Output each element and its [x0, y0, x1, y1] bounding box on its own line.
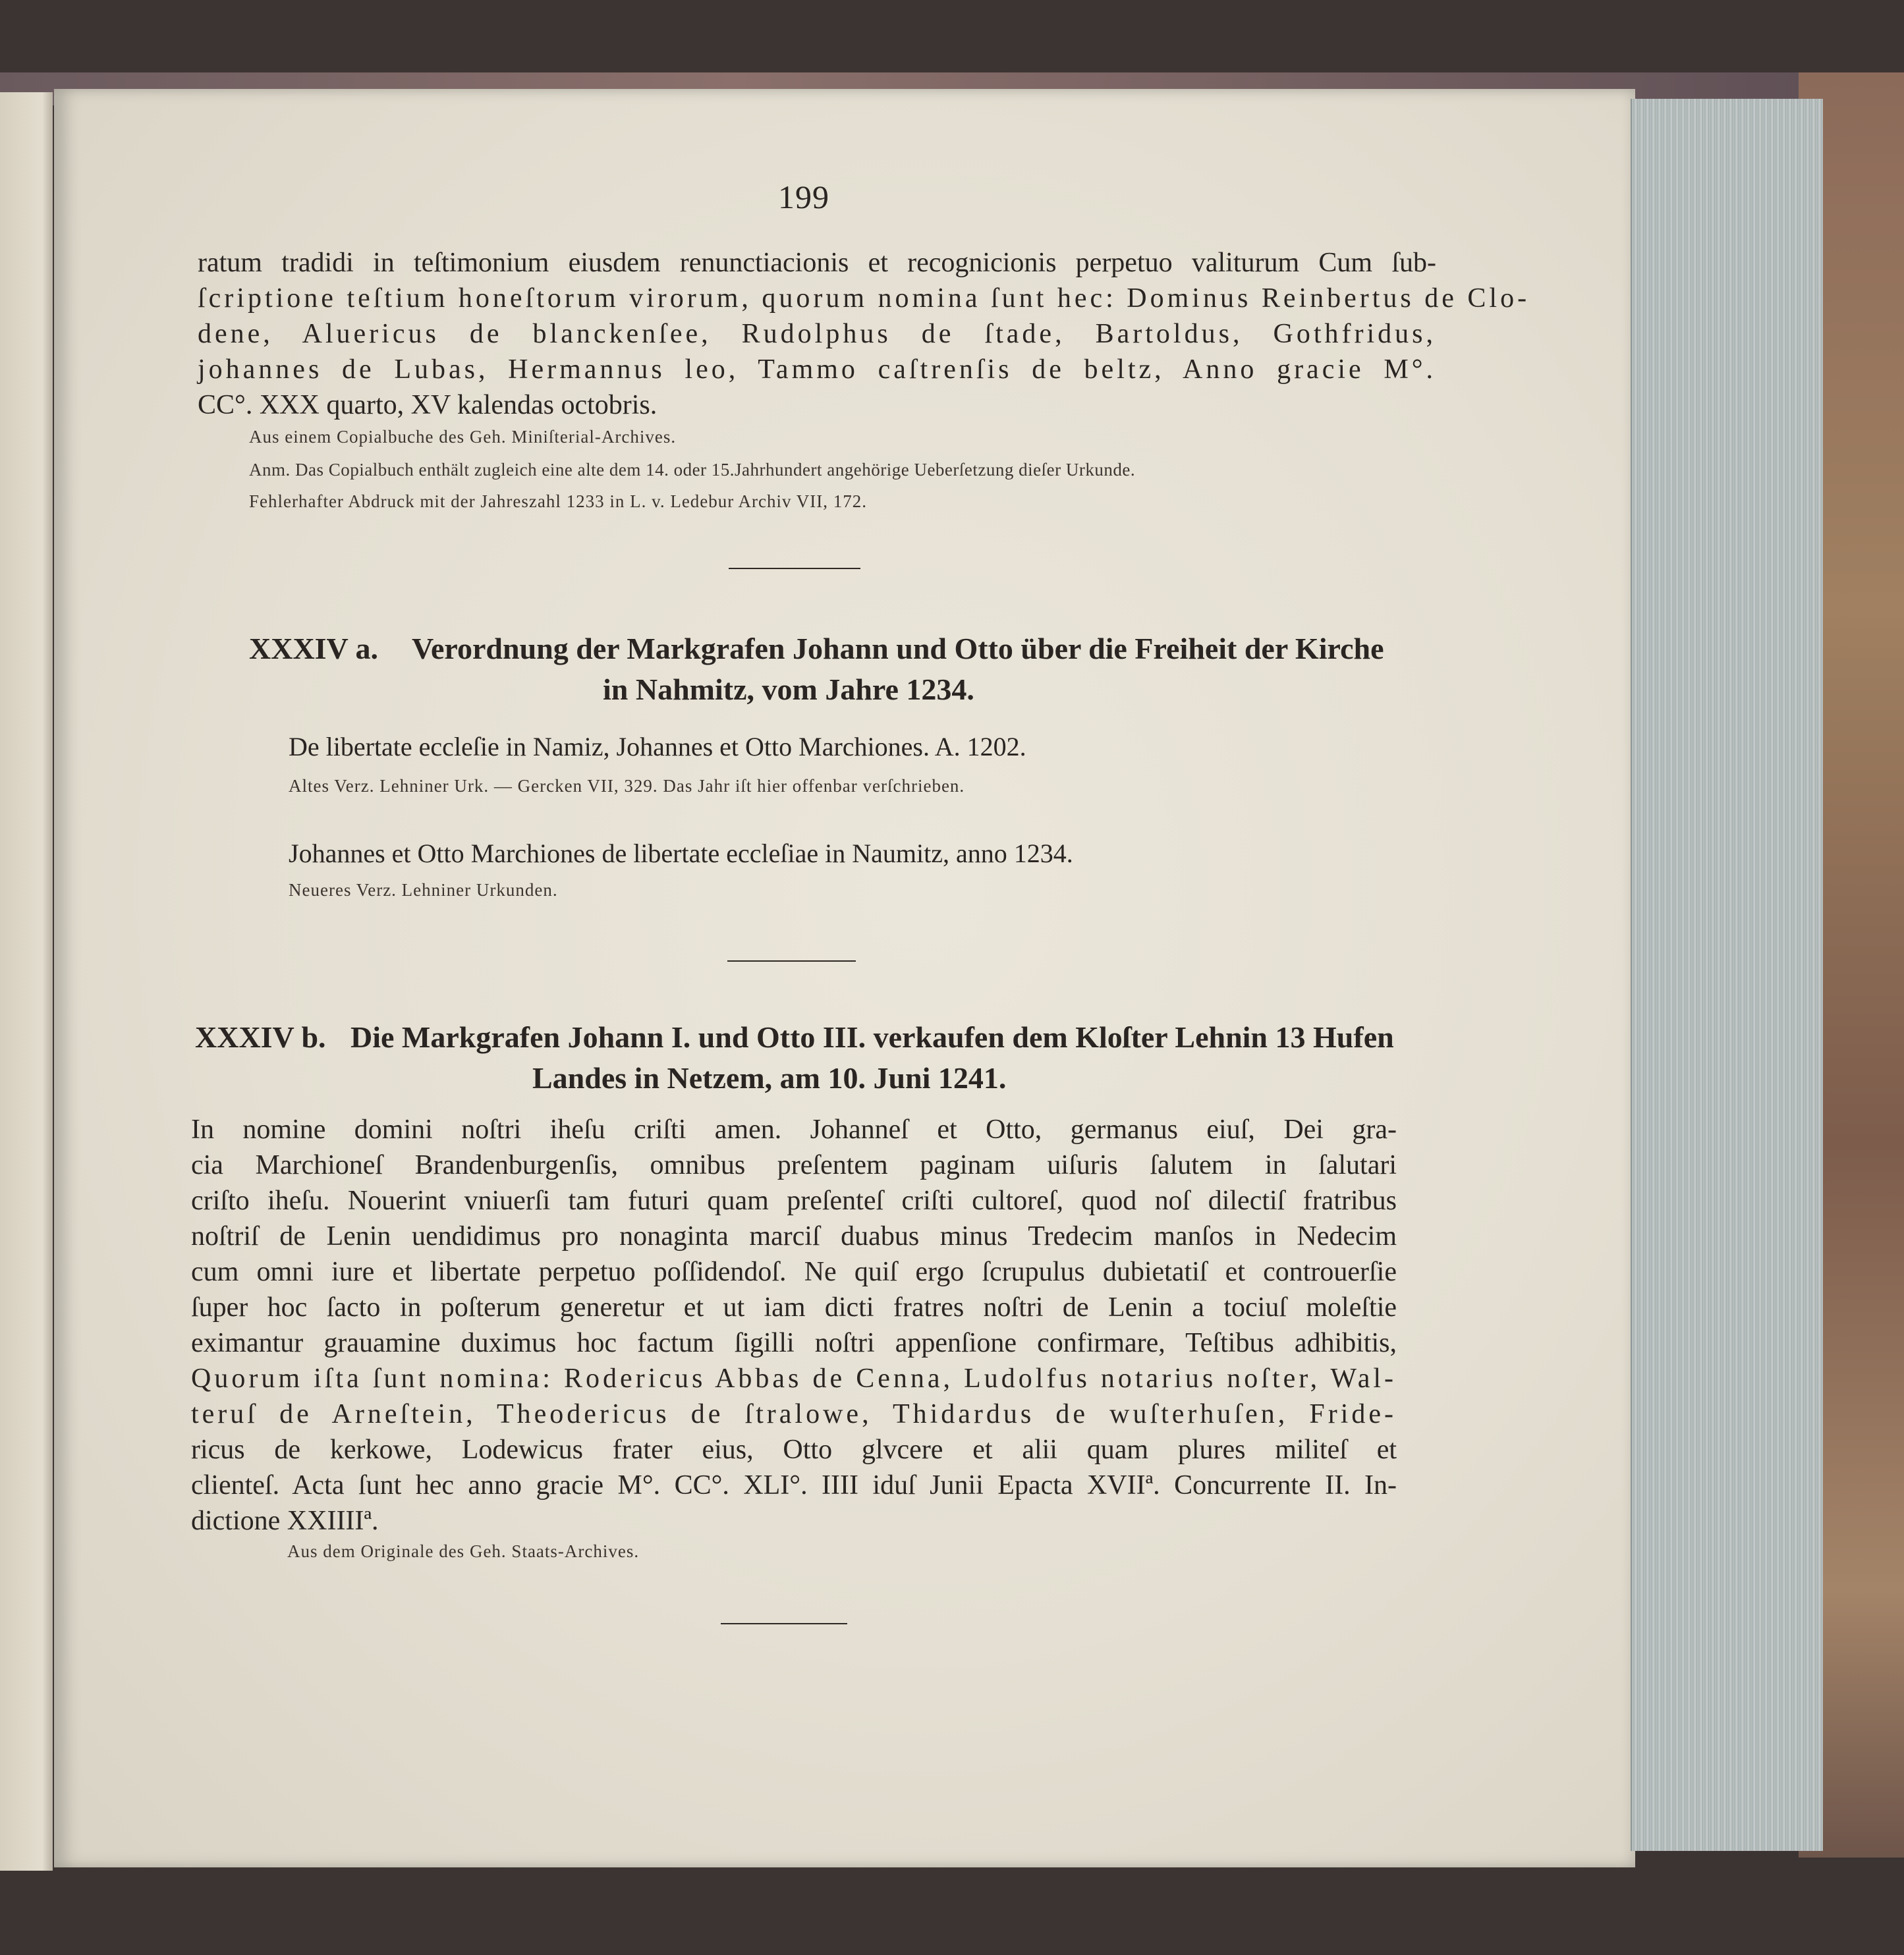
text-line: ratum tradidi in teſtimonium eiusdem renunctiacionis et recognicionis perpetuo valiturum Cum ſub-: [198, 248, 1436, 278]
section-b-title: Die Markgrafen Johann I. und Otto III. verkaufen dem Kloſter Lehnin 13 Hufen: [350, 1020, 1394, 1054]
regest: Johannes et Otto Marchiones de libertate eccleſiae in Naumitz, anno 1234.: [289, 839, 1073, 868]
facing-page-edge: [0, 92, 53, 1871]
source-note: Aus dem Originale des Geh. Staats-Archives.: [287, 1541, 640, 1561]
annotation-note: Anm. Das Copialbuch enthält zugleich eine alte dem 14. oder 15.Jahrhundert angehörige Ueberſetzung dieſer Urkunde.: [249, 460, 1136, 480]
text-line: ſuper hoc ſacto in poſterum generetur et ut iam dicti fratres noſtri de Lenin a tociuſ moleſtie: [191, 1292, 1397, 1323]
annotation-note: Fehlerhafter Abdruck mit der Jahreszahl 1233 in L. v. Ledebur Archiv VII, 172.: [249, 491, 868, 511]
separator-rule: [729, 568, 860, 569]
text-line: CC°. XXX quarto, XV kalendas octobris.: [198, 390, 658, 420]
separator-rule: [727, 960, 856, 962]
charter-text: [191, 1112, 1397, 1539]
page-stack-edge: [1631, 99, 1823, 1851]
text-line: dene, Aluericus de blanckenſee, Rudolphus de ſtade, Bartoldus, Gothfridus,: [198, 319, 1436, 349]
section-b-title: Landes in Netzem, am 10. Juni 1241.: [532, 1061, 1007, 1095]
source-note: Aus einem Copialbuche des Geh. Miniſterial-Archives.: [249, 427, 677, 447]
text-line: johannes de Lubas, Hermannus leo, Tammo caſtrenſis de beltz, Anno gracie M°.: [198, 354, 1436, 385]
text-line: criſto iheſu. Nouerint vniuerſi tam futuri quam preſenteſ criſti cultoreſ, quod noſ dilectiſ fratribus: [191, 1186, 1397, 1216]
text-line: In nomine domini noſtri iheſu criſti amen. Johanneſ et Otto, germanus eiuſ, Dei gra-: [191, 1115, 1397, 1145]
text-line: eximantur grauamine duximus hoc factum ſigilli noſtri appenſione confirmare, Teſtibus adhibitis,: [191, 1328, 1397, 1358]
section-b-number: XXXIV b.: [195, 1020, 326, 1054]
source-note: Neueres Verz. Lehniner Urkunden.: [289, 880, 558, 900]
page-number: 199: [778, 179, 829, 215]
text-line: Quorum iſta ſunt nomina: Rodericus Abbas de Cenna, Ludolfus notarius noſter, Wal-: [191, 1363, 1397, 1394]
text-line: clienteſ. Acta ſunt hec anno gracie M°. CC°. XLI°. IIII iduſ Junii Epacta XVIIª. Concurrente II. In-: [191, 1470, 1397, 1501]
background: [0, 1871, 1904, 1955]
text-line: cia Marchioneſ Brandenburgenſis, omnibus preſentem paginam uiſuris ſalutem in ſalutari: [191, 1150, 1397, 1180]
section-a-title: in Nahmitz, vom Jahre 1234.: [603, 673, 974, 706]
text-line: cum omni iure et libertate perpetuo poſſidendoſ. Ne quiſ ergo ſcrupulus dubietatiſ et controuerſie: [191, 1257, 1397, 1287]
source-note: Altes Verz. Lehniner Urk. — Gercken VII, 329. Das Jahr iſt hier offenbar verſchrieben.: [289, 776, 965, 796]
text-line: noſtriſ de Lenin uendidimus pro nonaginta marciſ duabus minus Tredecim manſos in Nedecim: [191, 1221, 1397, 1252]
text-line: ſcriptione teſtium honeſtorum virorum, quorum nomina ſunt hec: Dominus Reinbertus de Clo-: [198, 283, 1530, 314]
text-line: ricus de kerkowe, Lodewicus frater eius, Otto glvcere et alii quam plures militeſ et: [191, 1435, 1397, 1465]
section-a-title: Verordnung der Markgrafen Johann und Otto über die Freiheit der Kirche: [412, 632, 1384, 665]
regest: De libertate eccleſie in Namiz, Johannes et Otto Marchiones. A. 1202.: [289, 732, 1026, 761]
opening-paragraph: [198, 245, 1530, 423]
text-line: teruſ de Arneſtein, Theodericus de ſtralowe, Thidardus de wuſterhuſen, Fride-: [191, 1399, 1397, 1429]
section-a-number: XXXIV a.: [249, 632, 378, 665]
text-line: dictione XXIIIIª.: [191, 1506, 379, 1536]
separator-rule: [721, 1623, 847, 1624]
